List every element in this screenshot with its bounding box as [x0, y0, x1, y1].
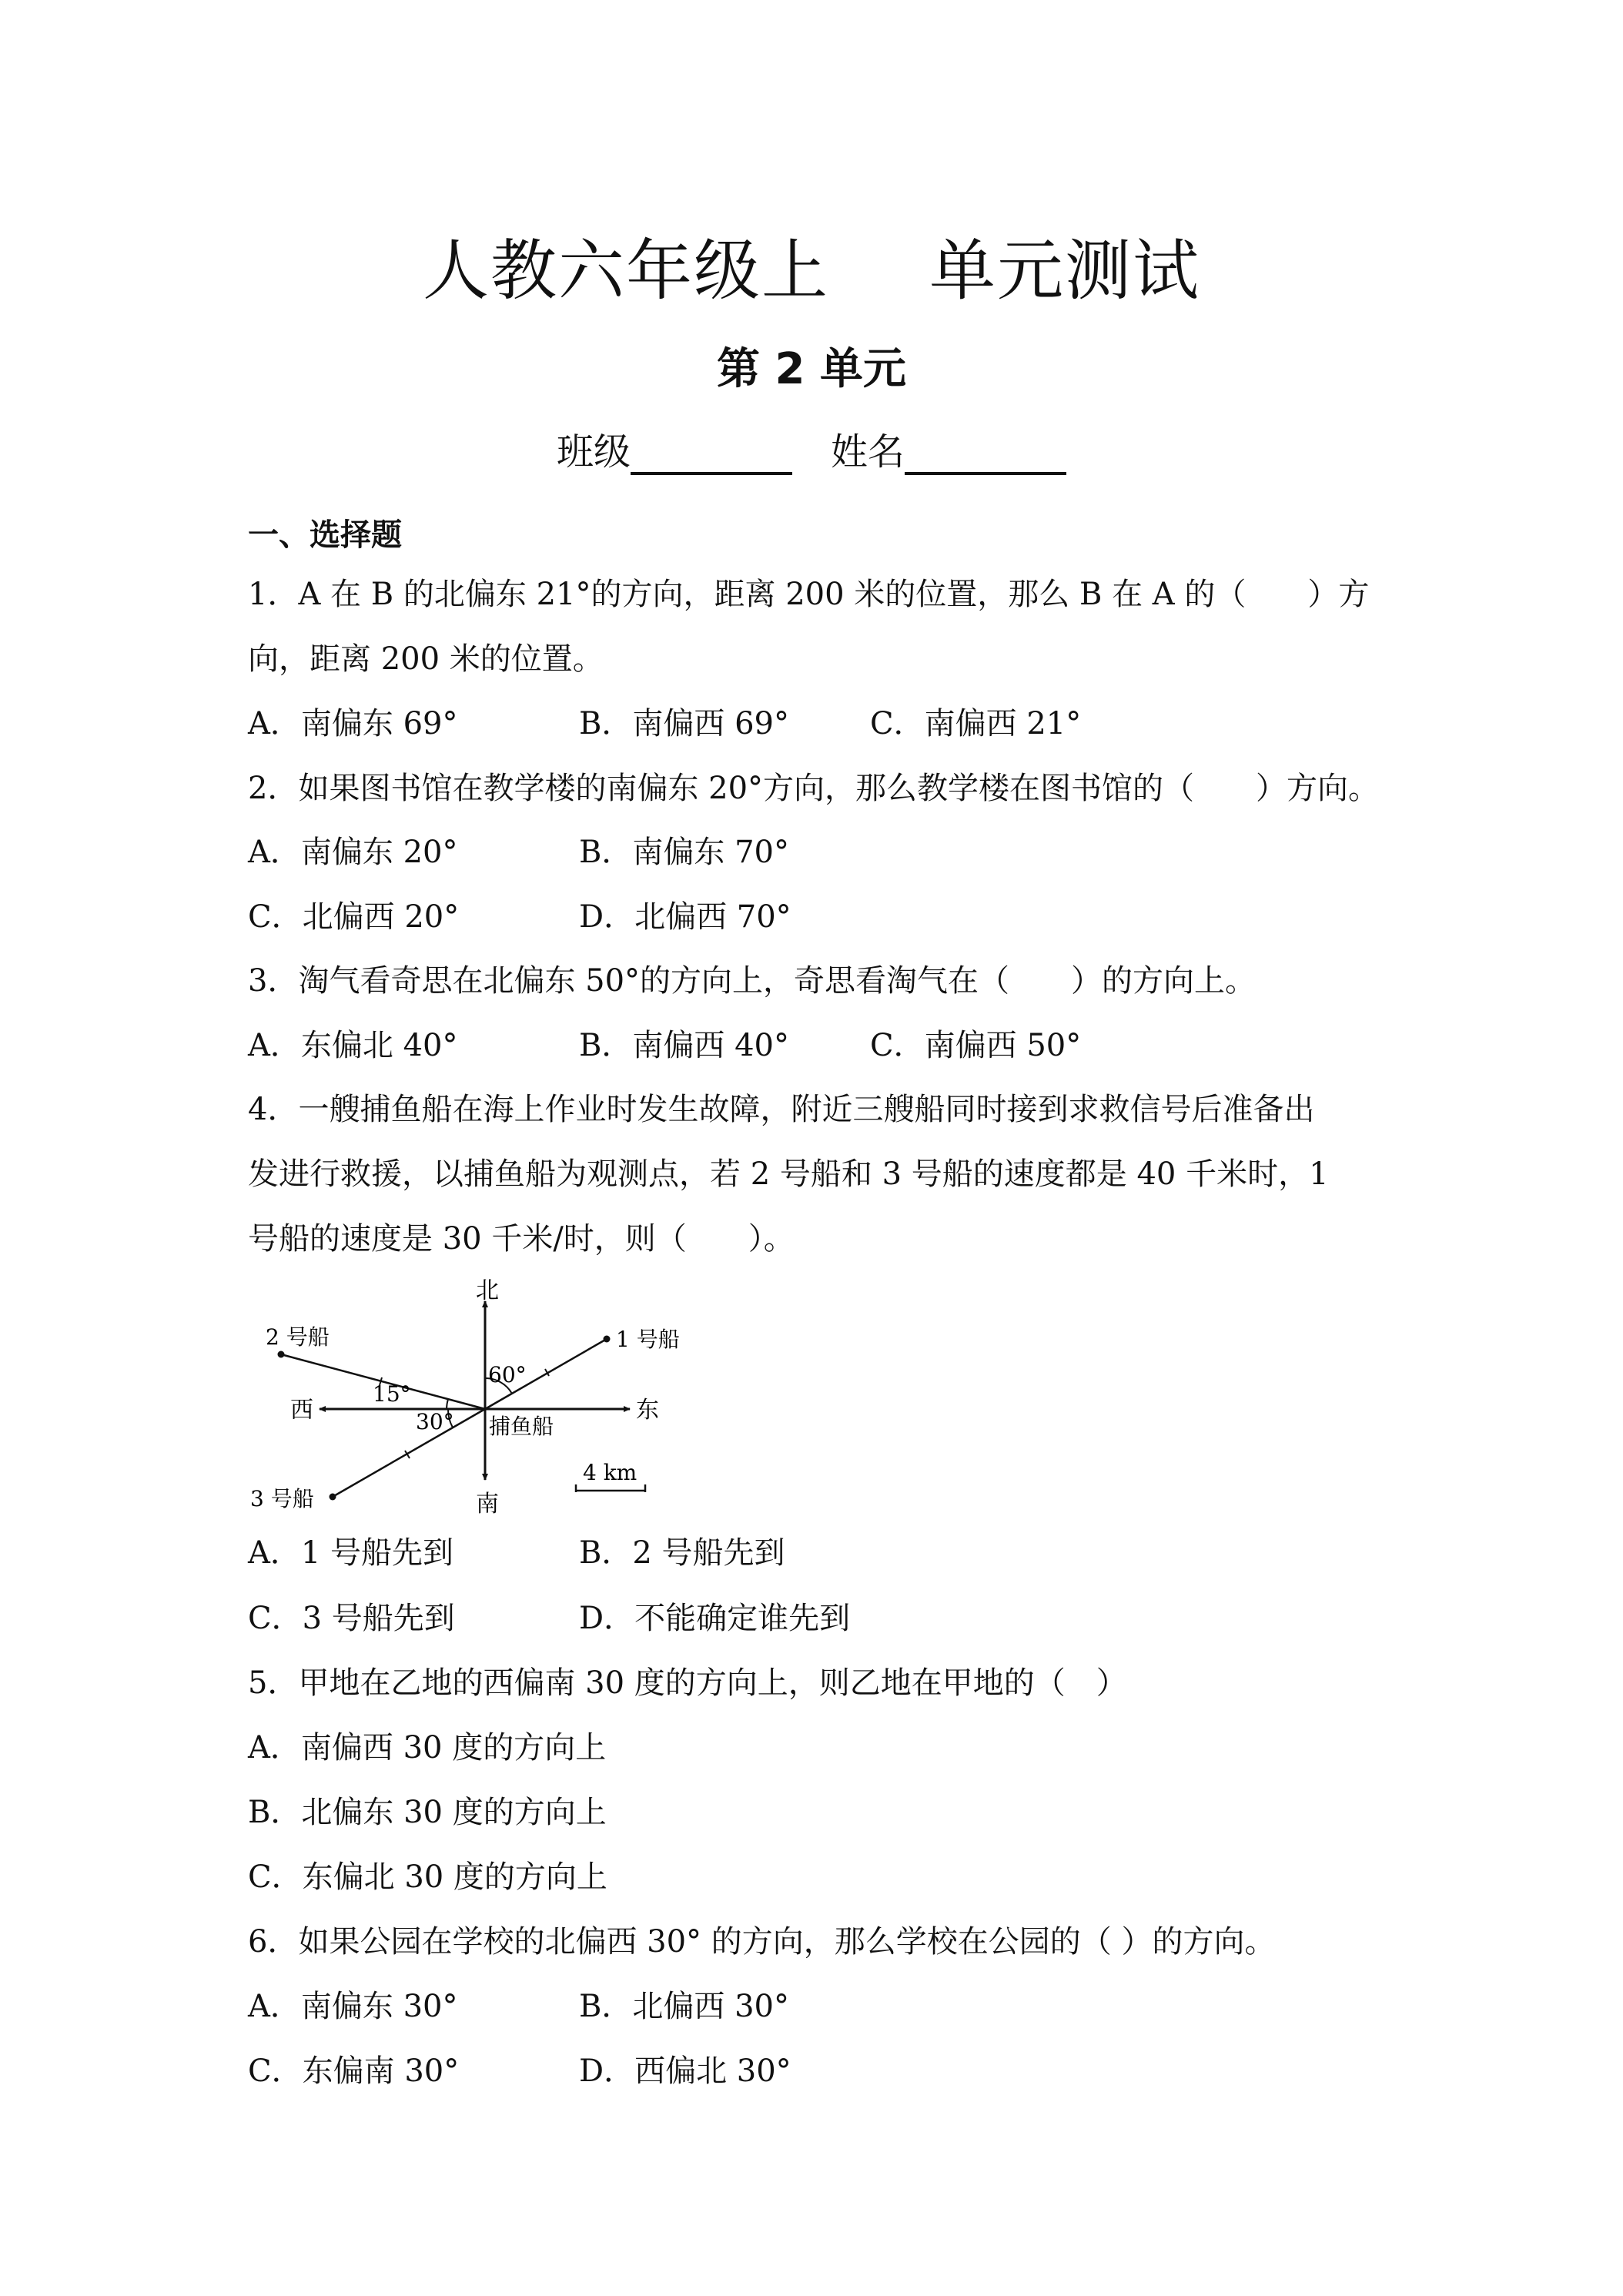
- question-4-stem-line-1: 4．一艘捕鱼船在海上作业时发生故障，附近三艘船同时接到求救信号后准备出: [248, 1092, 1315, 1127]
- west-label: 西: [290, 1397, 313, 1424]
- q4-option-a[interactable]: A．1 号船先到: [248, 1535, 454, 1571]
- angle-15-label: 15°: [373, 1381, 411, 1407]
- south-label: 南: [476, 1491, 499, 1518]
- q4-option-c[interactable]: C．3 号船先到: [248, 1601, 455, 1636]
- q2-option-c[interactable]: C．北偏西 20°: [248, 899, 460, 935]
- center-label: 捕鱼船: [489, 1414, 554, 1439]
- q6-option-d[interactable]: D．西偏北 30°: [579, 2053, 791, 2089]
- scale-label: 4 km: [583, 1460, 637, 1485]
- q5-option-c[interactable]: C．东偏北 30 度的方向上: [248, 1859, 607, 1895]
- north-label: 北: [476, 1278, 499, 1304]
- ship3-line: [333, 1409, 485, 1497]
- q3-option-c[interactable]: C．南偏西 50°: [870, 1028, 1082, 1063]
- q1-option-c[interactable]: C．南偏西 21°: [870, 706, 1082, 741]
- ship3-label: 3 号船: [250, 1486, 314, 1511]
- question-1-stem-line-1: 1．A 在 B 的北偏东 21°的方向，距离 200 米的位置，那么 B 在 A 的（ ）方: [248, 577, 1370, 612]
- ship2-label: 2 号船: [266, 1324, 330, 1350]
- q6-option-c[interactable]: C．东偏南 30°: [248, 2053, 460, 2089]
- page-title: [0, 217, 1623, 313]
- class-label: 班级: [556, 430, 631, 474]
- question-6-stem: 6．如果公园在学校的北偏西 30° 的方向，那么学校在公园的（ ）的方向。: [248, 1924, 1276, 1960]
- q4-option-d[interactable]: D．不能确定谁先到: [579, 1601, 851, 1636]
- q6-option-a[interactable]: A．南偏东 30°: [248, 1989, 458, 2024]
- q4-option-b[interactable]: B．2 号船先到: [579, 1535, 785, 1571]
- ship1-dot: [604, 1336, 611, 1343]
- q3-option-a[interactable]: A．东偏北 40°: [248, 1028, 458, 1063]
- angle-15-arc: [447, 1399, 448, 1409]
- q5-option-a[interactable]: A．南偏西 30 度的方向上: [248, 1730, 607, 1766]
- q6-option-b[interactable]: B．北偏西 30°: [579, 1989, 790, 2024]
- ship1-label: 1 号船: [616, 1327, 680, 1352]
- section-title: 一、选择题: [248, 517, 402, 553]
- question-3-stem: 3．淘气看奇思在北偏东 50°的方向上，奇思看淘气在（ ）的方向上。: [248, 963, 1257, 999]
- q3-option-b[interactable]: B．南偏西 40°: [579, 1028, 790, 1063]
- name-label: 姓名: [831, 430, 905, 474]
- student-info: [0, 422, 1623, 475]
- title-left: 人教六年级上: [423, 233, 829, 310]
- q1-option-a[interactable]: A．南偏东 69°: [248, 706, 458, 741]
- q5-option-b[interactable]: B．北偏东 30 度的方向上: [248, 1795, 607, 1830]
- q1-option-b[interactable]: B．南偏西 69°: [579, 706, 790, 741]
- q2-option-b[interactable]: B．南偏东 70°: [579, 835, 790, 870]
- title-right: 单元测试: [929, 233, 1200, 310]
- east-label: 东: [636, 1397, 659, 1424]
- unit-subtitle: 第 2 单元: [717, 344, 906, 394]
- question-4-stem-line-3: 号船的速度是 30 千米/时，则（ ）。: [248, 1221, 795, 1257]
- question-4-stem-line-2: 发进行救援，以捕鱼船为观测点，若 2 号船和 3 号船的速度都是 40 千米时，1: [248, 1156, 1329, 1192]
- ship3-dot: [330, 1494, 336, 1501]
- class-blank[interactable]: [631, 435, 792, 475]
- question-1-stem-line-2: 向，距离 200 米的位置。: [248, 641, 604, 677]
- angle-60-label: 60°: [488, 1362, 527, 1387]
- q2-option-d[interactable]: D．北偏西 70°: [579, 899, 791, 935]
- ship2-dot: [278, 1351, 285, 1358]
- name-blank[interactable]: [905, 435, 1066, 475]
- question-2-stem: 2．如果图书馆在教学楼的南偏东 20°方向，那么教学楼在图书馆的（ ）方向。: [248, 771, 1380, 806]
- angle-30-label: 30°: [416, 1409, 454, 1434]
- q2-option-a[interactable]: A．南偏东 20°: [248, 835, 458, 870]
- ship-direction-diagram: [246, 1278, 708, 1525]
- question-5-stem: 5．甲地在乙地的西偏南 30 度的方向上，则乙地在甲地的（ ）: [248, 1665, 1127, 1701]
